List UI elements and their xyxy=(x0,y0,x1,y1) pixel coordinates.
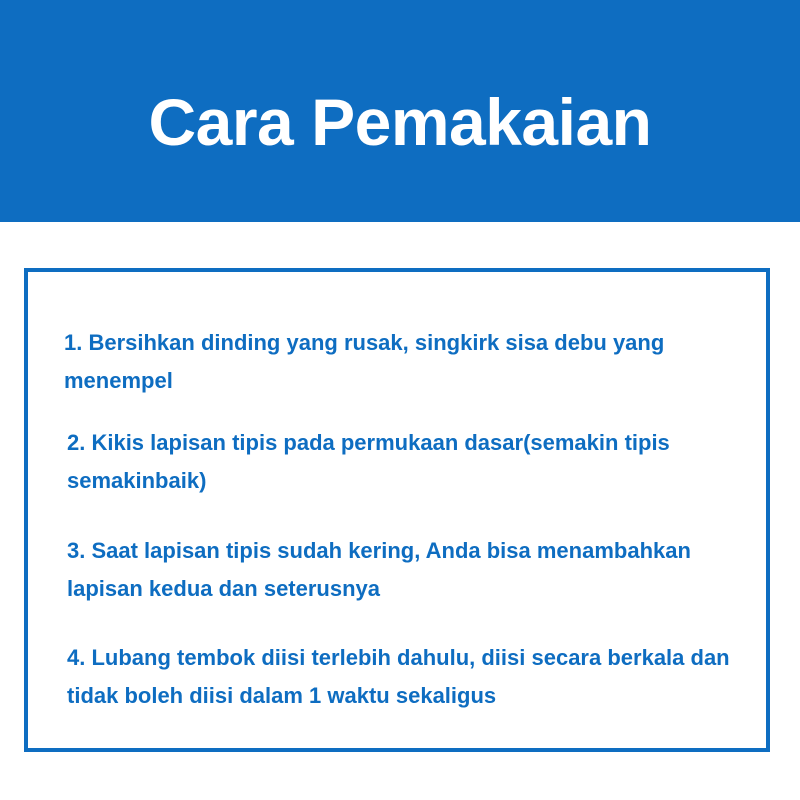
page-title: Cara Pemakaian xyxy=(148,85,652,159)
instruction-step-1: 1. Bersihkan dinding yang rusak, singkirk sisa debu yang menempel xyxy=(64,330,665,393)
header-banner xyxy=(0,0,800,222)
instruction-step-3: 3. Saat lapisan tipis sudah kering, Anda bisa menambahkan lapisan kedua dan seterusnya xyxy=(67,538,691,601)
instruction-step-4: 4. Lubang tembok diisi terlebih dahulu, diisi secara berkala dan tidak boleh diisi dalam 1 waktu sekaligus xyxy=(67,645,730,708)
instruction-step-2: 2. Kikis lapisan tipis pada permukaan dasar(semakin tipis semakinbaik) xyxy=(67,430,670,493)
